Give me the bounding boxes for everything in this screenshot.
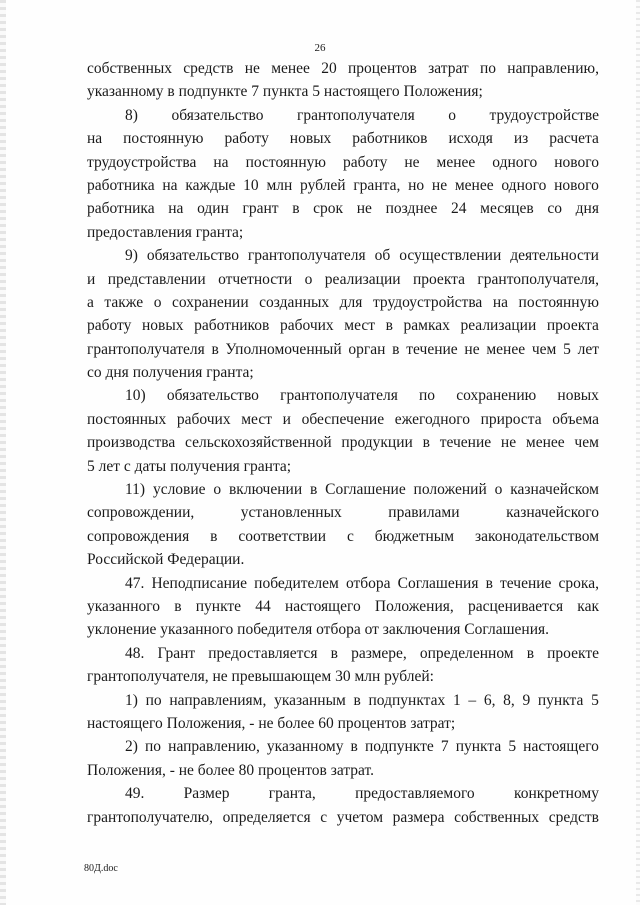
word: на [213,153,229,171]
word: 5 [508,738,517,756]
word: 47. [125,574,145,592]
text-line [87,57,599,80]
word: по [145,691,162,709]
word: установленных [240,504,342,522]
word: менее [486,340,526,358]
scan-edge-left [0,0,6,905]
word: 1) [125,691,138,709]
scan-edge-right [636,0,640,905]
word: трудоустройства [372,293,483,311]
word: по [145,738,162,756]
word: конкретному [513,785,599,803]
word: 7 [440,738,449,756]
word: осуществлении [399,247,502,265]
word: отчетности [218,270,293,288]
text-line: Положения, - не более 80 процентов затрат. [87,761,375,779]
word: и [87,270,96,288]
word: в [174,597,182,615]
word: один [197,200,229,218]
word: в [309,481,318,499]
word: постоянных [87,410,167,428]
text-line: 5 лет с даты получения гранта; [87,457,292,475]
word: реализации [460,317,537,335]
word: в [330,644,338,662]
document-body [87,57,599,829]
word: Неподписание [151,574,248,592]
word: реализации [324,270,401,288]
text-line: настоящего Положения, - не более 60 процентов затрат; [87,714,456,732]
word: направлениям, [169,691,267,709]
word: на [492,293,509,311]
word: учетом [336,808,384,826]
text-line [87,268,599,291]
word: а [87,293,94,311]
word: указанного [87,597,160,615]
word: размера [392,808,445,826]
word: менее [436,153,476,171]
word: в [292,200,300,218]
word: по [419,387,436,405]
word: в [526,644,535,662]
word: дня [575,200,599,218]
word: о [213,481,222,499]
word: не [404,153,420,171]
word: 48. [125,644,145,662]
word: направлению, [507,60,599,77]
word: из [513,130,529,148]
word: не [464,340,480,358]
text-line [87,501,599,524]
word: о [304,270,313,288]
text-line [87,151,599,174]
word: законодательством [474,527,599,545]
word: постоянную [245,153,326,171]
text-line [87,525,599,548]
word: 10 [243,176,259,194]
word: по [479,60,497,77]
word: в [353,691,361,709]
text-line [87,408,599,431]
word: не [356,200,372,218]
text-line: уклонение указанного победителя отбора от заключения Соглашения. [87,621,549,639]
word: обязательство [146,247,239,265]
word: орган [348,340,386,358]
word: грантополучателя, [477,270,599,288]
word: казначейском [510,481,599,499]
word: лет [577,340,599,358]
word: грант [242,200,279,218]
word: в [350,738,358,756]
text-line [87,689,599,712]
word: в [422,434,430,452]
word: трудоустройства [87,153,197,171]
word: чем [574,434,599,452]
word: проекта [546,317,599,335]
word: 1 [452,691,461,709]
text-line [87,291,599,314]
word: трудоустройстве [489,106,599,124]
word: условие [152,481,206,499]
text-line [87,197,599,220]
word: работу [342,153,388,171]
word: со [547,200,563,218]
word: также [104,293,144,311]
word: не [431,176,448,194]
word: грантополучателю, [87,808,214,826]
word: проекта [412,270,465,288]
word: соответствии [238,527,326,545]
word: Размер [183,785,230,803]
word: чем [531,340,557,358]
word: процентов [347,60,417,77]
word: но [408,176,425,194]
word: пункта [455,738,502,756]
text-line [87,478,599,501]
word: одного [501,176,547,194]
word: 11) [125,481,146,499]
word: средств [548,808,599,826]
word: грантополучателя [247,247,366,265]
text-line [87,104,599,127]
word: новых [557,387,599,405]
text-line [87,244,599,267]
page-number: 26 [314,42,326,54]
word: созданных [259,293,330,311]
word: 2) [125,738,138,756]
word: 24 [451,200,467,218]
word: каждые [185,176,236,194]
word: на [162,176,178,194]
word: 9 [522,691,531,709]
word: 44 [255,597,271,615]
word: затрат [428,60,469,77]
word: деятельности [510,247,599,265]
word: 5 [563,340,571,358]
word: течение [439,434,492,452]
text-line [87,642,599,665]
word: позднее [385,200,438,218]
word: рабочих [279,317,334,335]
word: новых [289,130,332,148]
word: указанным [274,691,346,709]
word: о [448,106,456,124]
word: нового [554,176,599,194]
text-line [87,806,599,829]
word: Соглашения [397,574,479,592]
word: менее [525,434,565,452]
word: указанному [266,738,344,756]
word: казначейского [506,504,599,522]
word: работника [87,176,155,194]
word: настоящего [523,738,599,756]
word: постоянную [123,130,204,148]
word: в [211,340,219,358]
word: не [500,434,517,452]
word: сохранению [456,387,537,405]
word: 20 [321,60,337,77]
word: положений [413,481,487,499]
word: подпунктах [368,691,446,709]
word: – [468,691,477,709]
word: на [168,200,184,218]
word: мест [241,410,272,428]
word: работников [194,317,270,335]
word: о [494,481,503,499]
word: обязательство [166,387,259,405]
word: рабочих [176,410,231,428]
text-line [87,384,599,407]
word: работника [87,200,155,218]
word: месяцев [480,200,534,218]
word: млн [266,176,293,194]
word: не [244,60,260,77]
word: пункте [195,597,242,615]
word: расчета [549,130,599,148]
word: пункта [537,691,584,709]
text-line [87,338,599,361]
word: менее [454,176,494,194]
word: исходя [448,130,493,148]
word: мест [344,317,375,335]
file-name-footer: 80Д.doc [84,863,118,874]
word: расценивается [467,597,564,615]
word: средств [183,60,234,77]
word: обеспечение [301,410,385,428]
text-line [87,595,599,618]
word: нового [554,153,599,171]
word: в [392,340,400,358]
word: 9) [125,247,138,265]
word: постоянную [518,293,599,311]
text-line: со дня получения гранта; [87,364,254,382]
word: на [87,130,103,148]
word: объема [552,410,599,428]
word: рублей [300,176,346,194]
word: Уполномоченный [225,340,342,358]
word: сельскохозяйственной [185,434,332,452]
word: с [320,808,328,826]
text-line: Российской Федерации. [87,551,245,569]
text-line [87,174,599,197]
word: включении [228,481,303,499]
word: рамках [403,317,450,335]
word: подпункте [364,738,434,756]
word: бюджетным [374,527,455,545]
word: 8) [125,106,138,124]
text-line [87,572,599,595]
word: Соглашение [325,481,406,499]
word: сохранении [171,293,249,311]
text-line [87,314,599,337]
word: предоставляемого [355,785,475,803]
word: сопровождения [87,527,190,545]
word: менее [271,60,310,77]
word: течение [500,574,552,592]
word: настоящего [284,597,361,615]
word: Грант [157,644,196,662]
word: и [282,410,291,428]
word: 5 [591,691,599,709]
word: 10) [125,387,146,405]
word: грантополучателя [297,106,415,124]
word: проекте [547,644,599,662]
word: правилами [388,504,460,522]
word: представлении [107,270,206,288]
text-line [87,127,599,150]
text-line [87,431,599,454]
word: в [385,317,393,335]
word: работу [87,317,132,335]
word: об [374,247,391,265]
word: 49. [125,785,145,803]
word: с [346,527,354,545]
word: как [577,597,599,615]
word: направлению, [168,738,260,756]
word: о [153,293,162,311]
word: отбора [345,574,391,592]
word: собственных [87,60,173,77]
text-line [87,735,599,758]
word: сопровождении, [87,504,195,522]
word: одного [492,153,538,171]
text-line: указанному в подпункте 7 пункта 5 настоящего Положения; [87,83,483,101]
word: грантополучателя [87,340,205,358]
word: определенном [419,644,514,662]
text-line [87,782,599,805]
word: ежегодного [394,410,470,428]
word: продукции [341,434,413,452]
word: размере, [351,644,407,662]
word: течение [406,340,458,358]
word: гранта, [353,176,401,194]
word: работников [352,130,428,148]
word: грантополучателя [280,387,398,405]
word: прироста [480,410,542,428]
word: 6, [483,691,496,709]
word: определяется [222,808,311,826]
word: предоставляется [208,644,318,662]
word: обязательство [171,106,264,124]
word: срока, [558,574,599,592]
text-line: грантополучателя, не превышающем 30 млн рублей: [87,668,434,686]
text-line: предоставления гранта; [87,223,244,241]
word: срок [313,200,344,218]
word: гранта, [268,785,316,803]
word: победителем [254,574,339,592]
word: производства [87,434,176,452]
word: в [210,527,218,545]
word: Положения, [374,597,454,615]
word: для [339,293,363,311]
word: 8, [503,691,515,709]
word: в [485,574,493,592]
word: собственных [454,808,540,826]
word: работу [224,130,269,148]
word: новых [141,317,184,335]
